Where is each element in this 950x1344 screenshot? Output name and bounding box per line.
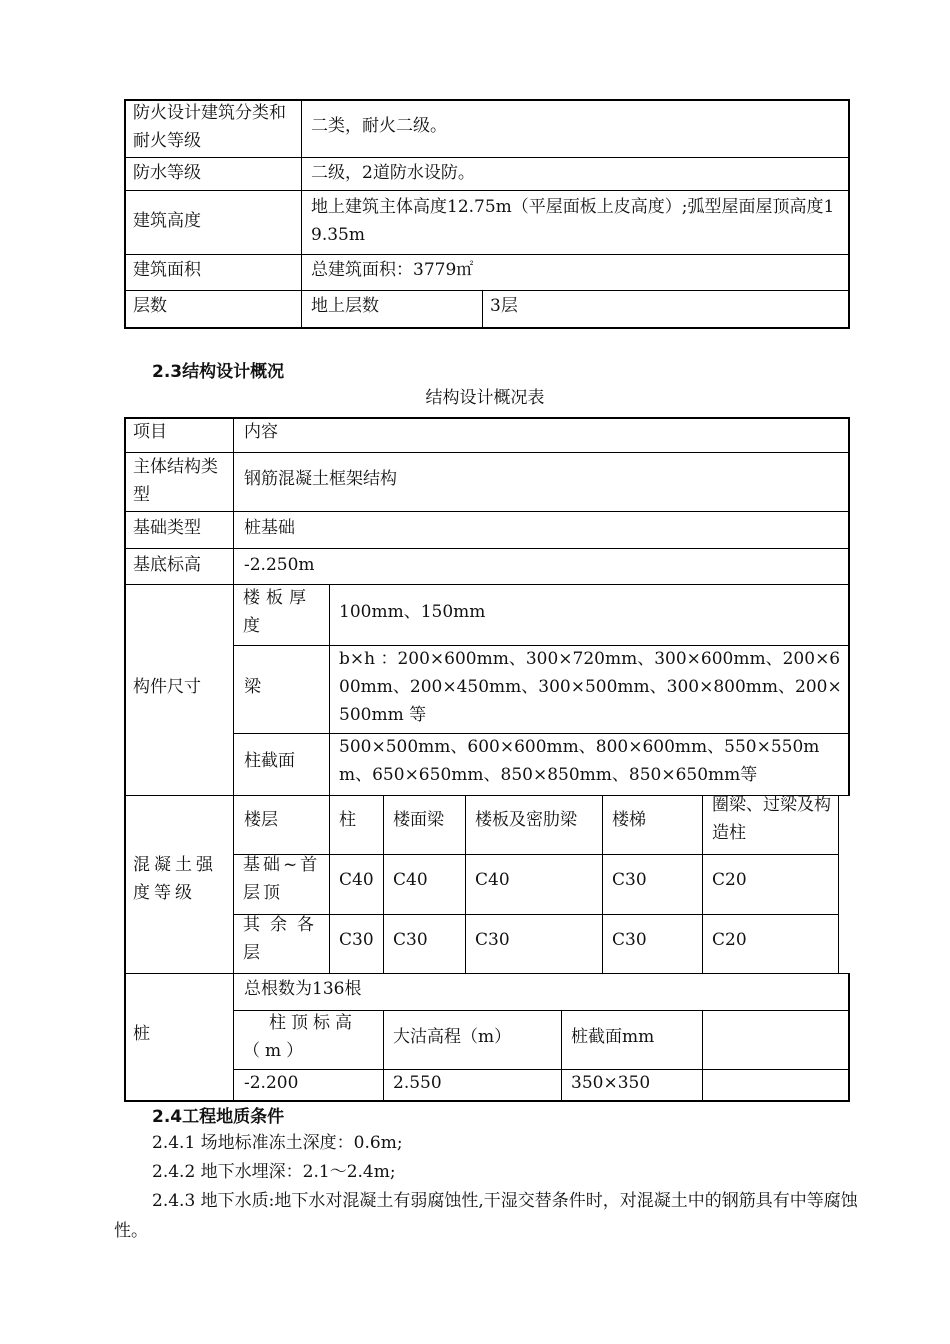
pile-label: 桩 xyxy=(133,1024,150,1044)
foundation-type-value: 桩基础 xyxy=(244,518,295,538)
concrete-header-slab: 楼板及密肋梁 xyxy=(475,810,577,830)
col-content-header: 内容 xyxy=(244,422,278,442)
fire-rating-label: 防火设计建筑分类和耐火等级 xyxy=(133,103,286,151)
concrete-header-floor: 楼层 xyxy=(244,810,278,830)
concrete-header-floor-beam: 楼面梁 xyxy=(393,810,444,830)
concrete-row-1-stair: C30 xyxy=(612,870,647,890)
base-elevation-label: 基底标高 xyxy=(133,555,201,575)
height-value: 地上建筑主体高度12.75m（平屋面板上皮高度）;弧型屋面屋顶高度19.35m xyxy=(311,197,835,245)
pile-header-top-elevation: 柱顶标高（m） xyxy=(243,1013,357,1061)
beam-value: b×h ：200×600mm、300×720mm、300×600mm、200×600mm、200×450mm、300×500mm、300×800mm、200×500mm 等 xyxy=(339,649,842,725)
concrete-row-1-slab: C40 xyxy=(475,870,510,890)
member-size-label: 构件尺寸 xyxy=(133,677,201,697)
structure-type-value: 钢筋混凝土框架结构 xyxy=(244,469,397,489)
concrete-grade-label: 混凝土强度等级 xyxy=(133,855,217,903)
pile-value-dagu-elevation: 2.550 xyxy=(393,1073,442,1093)
area-value: 总建筑面积：3779㎡ xyxy=(311,260,474,280)
table-caption: 结构设计概况表 xyxy=(425,388,545,408)
waterproof-value: 二级，2道防水设防。 xyxy=(311,163,475,183)
base-elevation-value: -2.250m xyxy=(244,555,315,575)
slab-thickness-label: 楼板厚度 xyxy=(243,588,312,636)
concrete-row-1-floor: 基础~首层顶 xyxy=(243,855,321,903)
section-2-3-heading: 2.3结构设计概况 xyxy=(152,362,285,382)
concrete-row-2-slab: C30 xyxy=(475,930,510,950)
beam-label: 梁 xyxy=(244,677,261,697)
floors-value: 3层 xyxy=(490,296,518,316)
section-2-4-heading: 2.4工程地质条件 xyxy=(152,1107,285,1127)
pile-value-section: 350×350 xyxy=(571,1073,651,1093)
pile-header-dagu-elevation: 大沽高程（m） xyxy=(393,1027,512,1047)
pile-total: 总根数为136根 xyxy=(244,979,362,999)
concrete-row-2-floor-beam: C30 xyxy=(393,930,428,950)
area-label: 建筑面积 xyxy=(133,260,201,280)
waterproof-label: 防水等级 xyxy=(133,163,201,183)
fire-rating-value: 二类，耐火二级。 xyxy=(311,116,447,136)
foundation-type-label: 基础类型 xyxy=(133,518,201,538)
floors-sublabel: 地上层数 xyxy=(311,296,379,316)
geology-item-1: 2.4.1 场地标准冻土深度：0.6m; xyxy=(152,1133,403,1153)
pile-value-top-elevation: -2.200 xyxy=(244,1073,299,1093)
concrete-row-2-column: C30 xyxy=(339,930,374,950)
pile-header-section: 桩截面mm xyxy=(571,1027,655,1047)
col-item-header: 项目 xyxy=(133,422,167,442)
concrete-header-stair: 楼梯 xyxy=(612,810,646,830)
slab-thickness-value: 100mm、150mm xyxy=(339,602,486,622)
concrete-row-1-ring-beam: C20 xyxy=(712,870,747,890)
geology-item-3: 2.4.3 地下水质:地下水对混凝土有弱腐蚀性,干湿交替条件时，对混凝土中的钢筋具有中等腐蚀性。 xyxy=(114,1191,858,1241)
height-label: 建筑高度 xyxy=(133,211,201,231)
concrete-row-2-floor: 其余各层 xyxy=(243,915,324,963)
column-section-label: 柱截面 xyxy=(244,751,295,771)
structure-type-label: 主体结构类型 xyxy=(133,457,218,505)
concrete-header-ring-beam: 圈梁、过梁及构造柱 xyxy=(712,795,831,843)
concrete-row-2-ring-beam: C20 xyxy=(712,930,747,950)
floors-label: 层数 xyxy=(133,296,167,316)
column-section-value: 500×500mm、600×600mm、800×600mm、550×550mm、650×650mm、850×850mm、850×650mm等 xyxy=(339,737,820,785)
concrete-header-column: 柱 xyxy=(339,810,356,830)
geology-item-2: 2.4.2 地下水埋深：2.1～2.4m; xyxy=(152,1162,396,1182)
concrete-row-1-floor-beam: C40 xyxy=(393,870,428,890)
concrete-row-1-column: C40 xyxy=(339,870,374,890)
concrete-row-2-stair: C30 xyxy=(612,930,647,950)
